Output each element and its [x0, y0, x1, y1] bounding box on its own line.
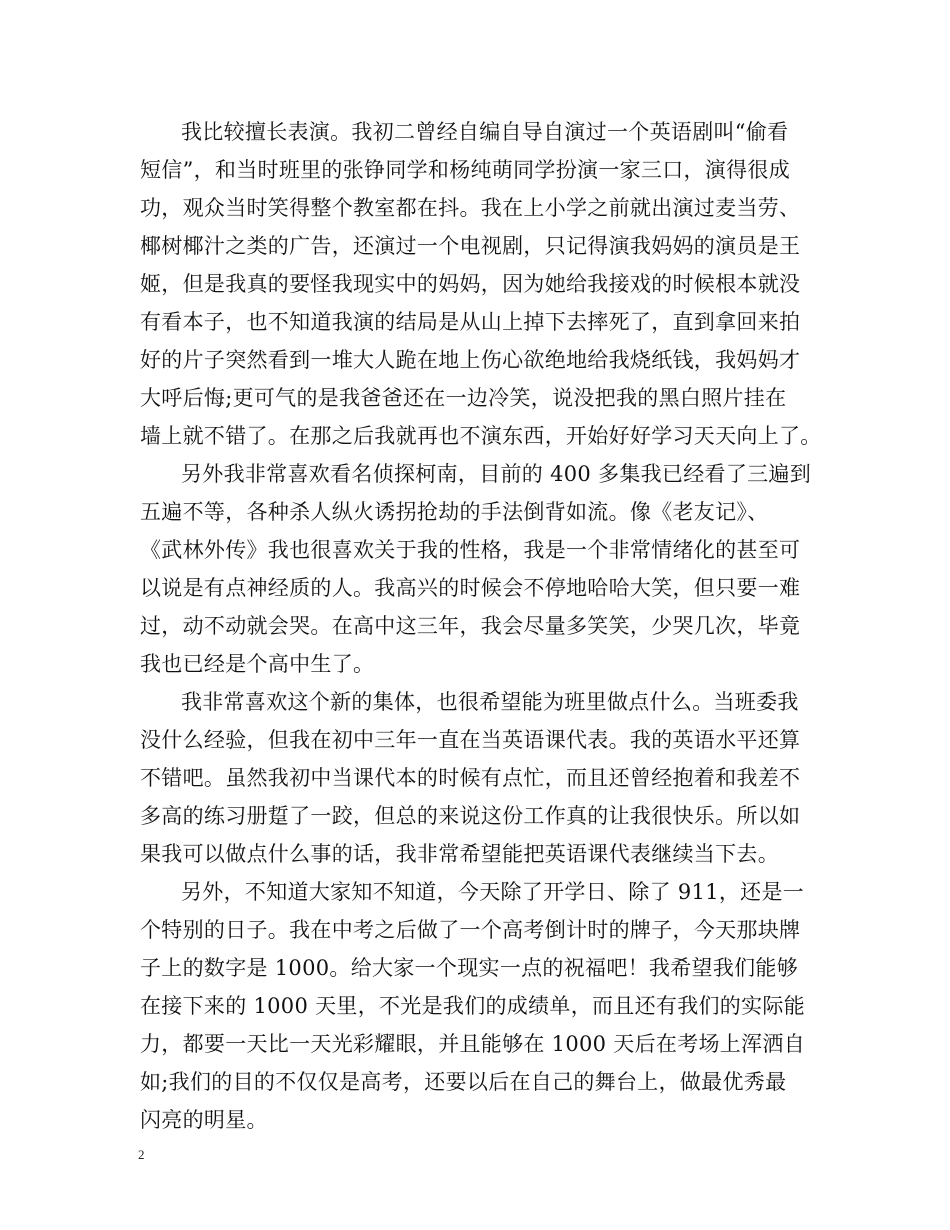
text-line: 墙上就不错了。在那之后我就再也不演东西，开始好好学习天天向上了。 — [140, 424, 822, 448]
text-line: 闪亮的明星。 — [140, 1108, 268, 1132]
text-line: 过，动不动就会哭。在高中这三年，我会尽量多笑笑，少哭几次，毕竟 — [140, 614, 801, 638]
text-line: 力，都要一天比一天光彩耀眼，并且能够在 1000 天后在考场上浑洒自 — [140, 1032, 805, 1056]
text-line: 我比较擅长表演。我初二曾经自编自导自演过一个英语剧叫“偷看 — [181, 120, 789, 144]
text-line: 子上的数字是 1000。给大家一个现实一点的祝福吧！我希望我们能够 — [140, 956, 799, 980]
page-number: 2 — [138, 1147, 145, 1162]
text-line: 椰树椰汁之类的广告，还演过一个电视剧，只记得演我妈妈的演员是王 — [140, 234, 801, 258]
text-line: 果我可以做点什么事的话，我非常希望能把英语课代表继续当下去。 — [140, 842, 779, 866]
text-line: 有看本子，也不知道我演的结局是从山上掉下去摔死了，直到拿回来拍 — [140, 310, 801, 334]
text-line: 大呼后悔;更可气的是我爸爸还在一边冷笑，说没把我的黑白照片挂在 — [140, 386, 787, 410]
text-line: 《武林外传》我也很喜欢关于我的性格，我是一个非常情绪化的甚至可 — [140, 538, 801, 562]
text-line: 多高的练习册踅了一跤，但总的来说这份工作真的让我很快乐。所以如 — [140, 804, 801, 828]
text-line: 不错吧。虽然我初中当课代本的时候有点忙，而且还曾经抱着和我差不 — [140, 766, 801, 790]
text-line: 我非常喜欢这个新的集体，也很希望能为班里做点什么。当班委我 — [181, 690, 799, 714]
text-line: 五遍不等，各种杀人纵火诱拐抢劫的手法倒背如流。像《老友记》、 — [140, 500, 769, 524]
text-line: 在接下来的 1000 天里，不光是我们的成绩单，而且还有我们的实际能 — [140, 994, 805, 1018]
text-line: 个特别的日子。我在中考之后做了一个高考倒计时的牌子，今天那块牌 — [140, 918, 801, 942]
text-line: 功，观众当时笑得整个教室都在抖。我在上小学之前就出演过麦当劳、 — [140, 196, 801, 220]
text-line: 以说是有点神经质的人。我高兴的时候会不停地哈哈大笑，但只要一难 — [140, 576, 801, 600]
text-line: 短信”，和当时班里的张铮同学和杨纯萌同学扮演一家三口，演得很成 — [140, 158, 791, 182]
text-line: 好的片子突然看到一堆大人跪在地上伤心欲绝地给我烧纸钱，我妈妈才 — [140, 348, 801, 372]
text-line: 另外，不知道大家知不知道，今天除了开学日、除了 911，还是一 — [181, 880, 805, 904]
text-line: 另外我非常喜欢看名侦探柯南，目前的 400 多集我已经看了三遍到 — [181, 462, 812, 486]
text-line: 姬，但是我真的要怪我现实中的妈妈，因为她给我接戏的时候根本就没 — [140, 272, 801, 296]
text-line: 我也已经是个高中生了。 — [140, 652, 375, 676]
text-line: 如;我们的目的不仅仅是高考，还要以后在自己的舞台上，做最优秀最 — [140, 1070, 787, 1094]
text-line: 没什么经验，但我在初中三年一直在当英语课代表。我的英语水平还算 — [140, 728, 801, 752]
